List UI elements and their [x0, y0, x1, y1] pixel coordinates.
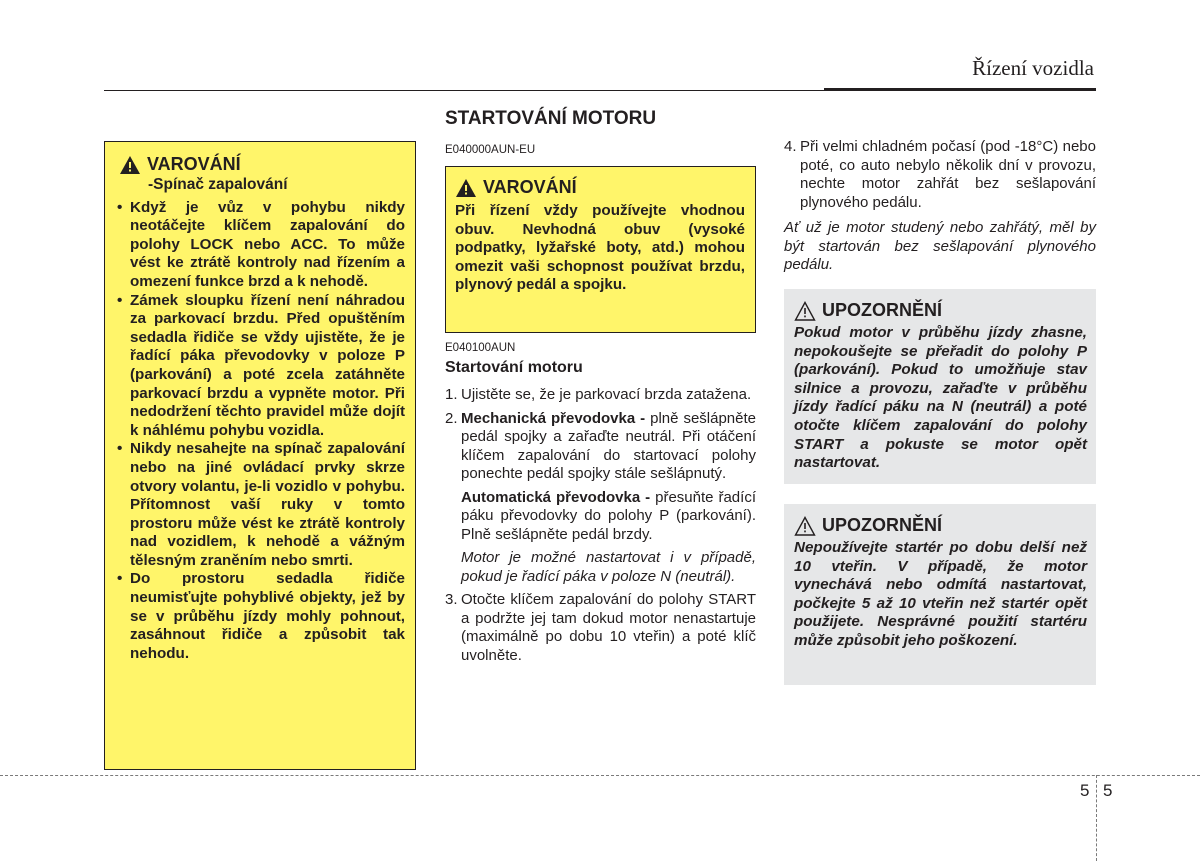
header-rule — [104, 90, 824, 91]
chapter-number: 5 — [1080, 781, 1090, 800]
warning-label: VAROVÁNÍ — [147, 154, 241, 174]
page-number: 5 — [1103, 781, 1113, 800]
step-text: Ujistěte se, že je parkovací brzda zatažena. — [461, 386, 752, 403]
step-number: 4. — [784, 138, 797, 155]
step-text: Při velmi chladném počasí (pod -18°C) nebo poté, co auto nebylo několik dní v provozu, nechte motor zahřát bez sešlapování plynového pedálu. — [800, 138, 1096, 211]
footer-page-divider — [1096, 775, 1097, 861]
steps-list-continued — [784, 138, 1096, 212]
caution-header — [794, 300, 1087, 321]
step-item — [445, 386, 756, 405]
caution-header — [794, 515, 1087, 536]
step-number: 2. — [445, 409, 458, 427]
warning-header — [455, 177, 745, 198]
step-item — [784, 138, 1096, 212]
caution-triangle-icon — [794, 516, 816, 536]
warning-subtitle: -Spínač zapalování — [148, 176, 288, 193]
steps-list — [445, 386, 756, 665]
caution-text: Nepoužívejte startér po dobu delší než 10 vteřin. V případě, že motor vynechává nebo odmítá nastartovat, počkejte 5 až 10 vteřin než startér opět použijete. Nesprávné použití startéru může způsobit jeho poškození. — [794, 539, 1087, 649]
footwear-warning-box — [445, 166, 756, 333]
caution-text: Pokud motor v průběhu jízdy zhasne, nepokoušejte se přeřadit do polohy P (parkování). Pokud to umožňuje stav silnice a provozu, zařaďte v průběhu jízdy řadící páku na N (neutrál) a poté otočte klíčem zapalování do polohy START a pokuste se motor opět nastartovat. — [794, 324, 1087, 472]
step-text: přesuňte řadící páku převodovky do polohy P (parkování). Plně sešlápněte pedál brzdy. — [461, 488, 756, 543]
section-code: E040000AUN-EU — [445, 144, 536, 156]
chapter-title: Řízení vozidla — [972, 56, 1094, 80]
warning-list — [115, 199, 405, 664]
list-item: • Zámek sloupku řízení není náhradou za parkovací brzdu. Před opuštěním sedadla řidiče se vždy ujistěte, že je řadící páka převodovky v poloze P (parkování) a poté zcela zatáhněte parkovací brzdu a vypněte motor. Při nedodržení těchto pravidel může dojít k náhlému pohybu vozidla. — [115, 292, 405, 441]
list-item: • Do prostoru sedadla řidiče neumisťujte pohyblivé objekty, jež by se v průběhu jízdy mohly pohnout, zasáhnout řidiče a způsobit tak nehodu. — [115, 570, 405, 663]
caution-label: UPOZORNĚNÍ — [822, 515, 943, 535]
caution-box-stall — [784, 289, 1096, 484]
warning-header — [115, 154, 405, 175]
warning-triangle-icon — [119, 155, 141, 175]
step-bold-label: Automatická převodovka - — [461, 488, 651, 506]
header-rule-accent — [824, 88, 1096, 91]
footer-divider — [0, 775, 1200, 776]
warning-triangle-icon — [455, 178, 477, 198]
list-item: • Když je vůz v pohybu nikdy neotáčejte klíčem zapalování do polohy LOCK nebo ACC. To může vést ke ztrátě kontroly nad řízením a omezení funkce brzd a k nehodě. — [115, 199, 405, 292]
caution-label: UPOZORNĚNÍ — [822, 300, 943, 320]
step-text: plně sešlápněte pedál spojky a zařaďte neutrál. Při otáčení klíčem zapalování do startovací polohy ponechte pedál spojky stále sešlápnutý. — [461, 409, 757, 482]
caution-box-starter — [784, 504, 1096, 685]
subsection-code: E040100AUN — [445, 342, 516, 354]
warning-label: VAROVÁNÍ — [483, 177, 577, 197]
caution-triangle-icon — [794, 301, 816, 321]
step-note: Motor je možné nastartovat i v případě, pokud je řadící páka v poloze N (neutrál). — [461, 549, 756, 585]
step-number: 1. — [445, 386, 458, 403]
engine-note: Ať už je motor studený nebo zahřátý, měl by být startován bez sešlapování plynového pedálu. — [784, 219, 1096, 273]
step-number: 3. — [445, 591, 458, 608]
step-item — [445, 591, 756, 665]
step-bold-label: Mechanická převodovka - — [461, 409, 646, 427]
step-item — [445, 410, 756, 587]
subsection-title: Startování motoru — [445, 359, 583, 376]
list-item: • Nikdy nesahejte na spínač zapalování nebo na jiné ovládací prvky skrze otvory volantu, je-li vozidlo v pohybu. Přítomnost vaší ruky v tomto prostoru může vést ke ztrátě kontroly nad vozidlem, k nehodě a vážným tělesným zraněním nebo smrti. — [115, 440, 405, 570]
step-paragraph — [461, 489, 756, 545]
warning-text: Při řízení vždy používejte vhodnou obuv. Nevhodná obuv (vysoké podpatky, lyžařské boty, atd.) mohou omezit vaši schopnost používat brzdu, plynový pedál a spojku. — [455, 202, 745, 294]
section-title: STARTOVÁNÍ MOTORU — [445, 108, 657, 129]
step-text: Otočte klíčem zapalování do polohy START a podržte jej tam dokud motor nenastartuje (maximálně po dobu 10 vteřin) a poté klíč uvolněte. — [461, 591, 756, 664]
ignition-warning-box — [104, 141, 416, 770]
